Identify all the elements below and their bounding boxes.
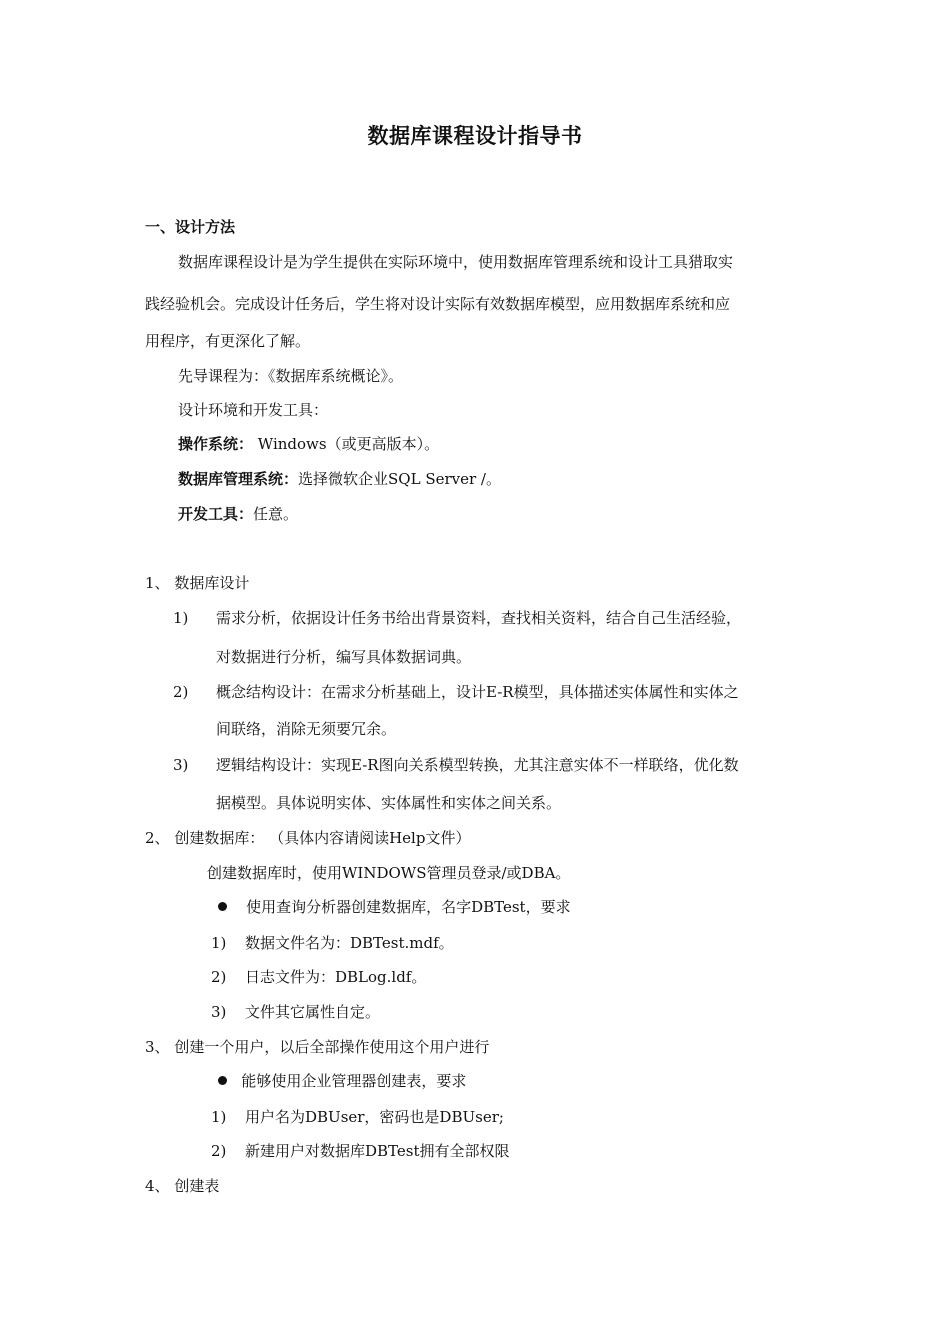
step-1-item-1-number: 1) <box>173 609 189 627</box>
step-1-number: 1、 <box>145 574 170 592</box>
bullet-dot-icon <box>218 902 227 911</box>
step-1-item-3-line-2: 据模型。具体说明实体、实体属性和实体之间关系。 <box>216 794 562 812</box>
step-1-item-3-line-1: 逻辑结构设计：实现E-R图向关系模型转换，尤其注意实体不一样联络，优化数 <box>216 756 739 774</box>
step-1-item-1-line-2: 对数据进行分析，编写具体数据词典。 <box>216 648 472 666</box>
step-1-item-2-line-2: 间联络，消除无须要冗余。 <box>216 720 397 738</box>
intro-line-1: 数据库课程设计是为学生提供在实际环境中，使用数据库管理系统和设计工具猎取实 <box>178 253 734 271</box>
dbms-label: 数据库管理系统： <box>178 470 299 488</box>
step-1-item-2-line-1: 概念结构设计：在需求分析基础上，设计E-R模型，具体描述实体属性和实体之 <box>216 683 739 701</box>
os-value: Windows（或更高版本）。 <box>253 435 440 453</box>
document-title: 数据库课程设计指导书 <box>367 124 583 148</box>
tool-label: 开发工具： <box>178 505 254 523</box>
dbms-value: 选择微软企业SQL Server /。 <box>298 470 501 488</box>
environment-intro: 设计环境和开发工具： <box>178 401 329 419</box>
step-4-title: 创建表 <box>174 1177 220 1195</box>
intro-line-2: 践经验机会。完成设计任务后，学生将对设计实际有效数据库模型，应用数据库系统和应 <box>145 295 731 313</box>
step-4-number: 4、 <box>145 1177 170 1195</box>
section-heading-design-method: 一、设计方法 <box>145 218 236 236</box>
step-2-item-3-text: 文件其它属性自定。 <box>245 1003 381 1021</box>
step-3-item-2-number: 2) <box>211 1142 227 1160</box>
step-3-item-2-text: 新建用户对数据库DBTest拥有全部权限 <box>245 1142 510 1160</box>
tool-line <box>178 504 298 524</box>
step-2-item-1-text: 数据文件名为：DBTest.mdf。 <box>245 934 454 952</box>
step-2-item-1-number: 1) <box>211 934 227 952</box>
step-1-item-1-line-1: 需求分析，依据设计任务书给出背景资料，查找相关资料，结合自己生活经验， <box>216 609 742 627</box>
step-2-heading <box>145 828 470 848</box>
os-label: 操作系统： <box>178 435 254 453</box>
step-3-item-1-text: 用户名为DBUser，密码也是DBUser; <box>245 1108 504 1126</box>
step-2-bullet-text: 使用查询分析器创建数据库，名字DBTest，要求 <box>246 898 571 916</box>
intro-line-3: 用程序，有更深化了解。 <box>145 332 311 350</box>
step-2-item-3-number: 3) <box>211 1003 227 1021</box>
step-1-item-2-number: 2) <box>173 683 189 701</box>
step-3-heading <box>145 1037 489 1057</box>
bullet-dot-icon <box>218 1076 227 1085</box>
prerequisite-course: 先导课程为：《数据库系统概论》。 <box>178 367 404 385</box>
step-2-item-2-text: 日志文件为：DBLog.ldf。 <box>245 968 427 986</box>
tool-value: 任意。 <box>253 505 299 523</box>
step-2-title: 创建数据库： （具体内容请阅读Help文件） <box>174 829 471 847</box>
step-3-bullet-text: 能够使用企业管理器创建表，要求 <box>241 1072 467 1090</box>
step-3-bullet <box>218 1071 466 1091</box>
step-4-heading <box>145 1176 219 1196</box>
step-1-title: 数据库设计 <box>174 574 250 592</box>
step-1-item-3-number: 3) <box>173 756 189 774</box>
step-3-title: 创建一个用户，以后全部操作使用这个用户进行 <box>174 1038 490 1056</box>
step-3-number: 3、 <box>145 1038 170 1056</box>
step-2-bullet <box>218 897 571 917</box>
step-2-number: 2、 <box>145 829 170 847</box>
step-2-note: 创建数据库时，使用WINDOWS管理员登录/或DBA。 <box>207 864 571 882</box>
dbms-line <box>178 469 501 489</box>
os-line <box>178 434 439 454</box>
step-2-item-2-number: 2) <box>211 968 227 986</box>
step-3-item-1-number: 1) <box>211 1108 227 1126</box>
step-1-heading <box>145 573 249 593</box>
